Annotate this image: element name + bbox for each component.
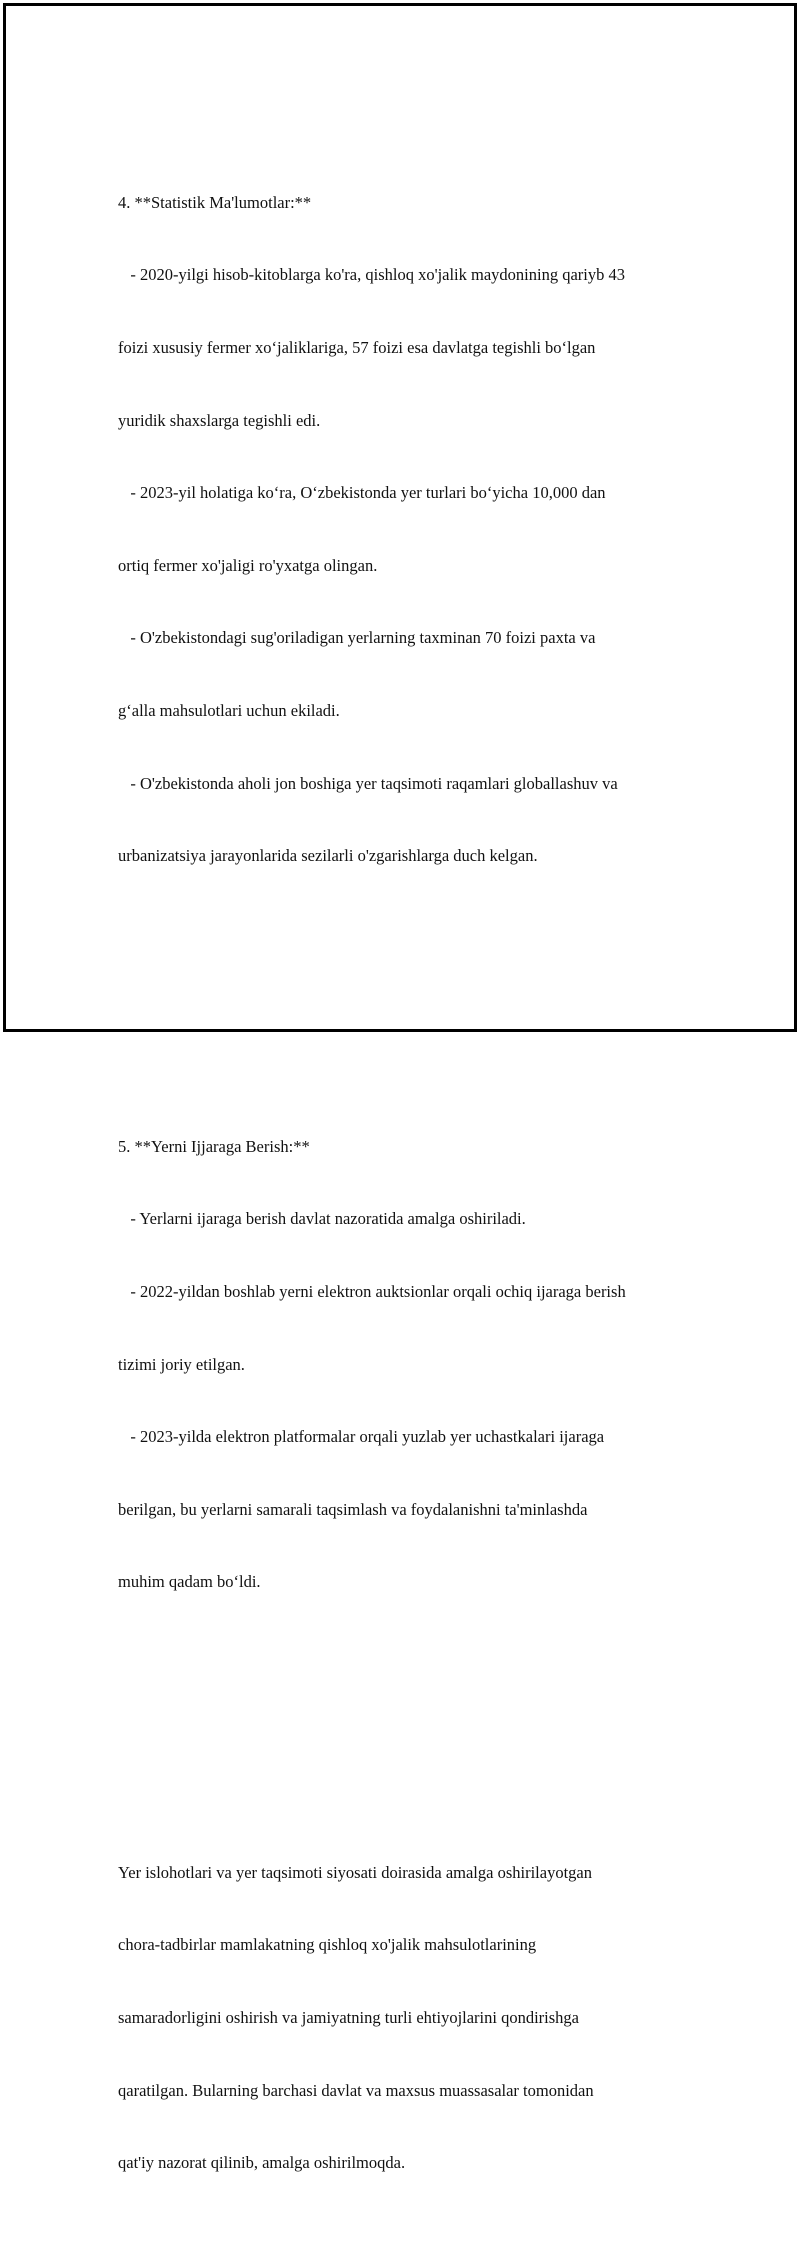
paragraph-line: - O'zbekistondagi sug'oriladigan yerlarning taxminan 70 foizi paxta va bbox=[118, 628, 596, 648]
section-statistics bbox=[118, 142, 718, 917]
paragraph-spacer bbox=[118, 990, 718, 1014]
paragraph-line: samaradorligini oshirish va jamiyatning turli ehtiyojlarini qondirishga bbox=[118, 2008, 580, 2028]
document-body bbox=[118, 94, 718, 2248]
paragraph-line: - 2022-yildan boshlab yerni elektron auktsionlar orqali ochiq ijaraga berish bbox=[118, 1281, 626, 1301]
section-heading: 5. **Yerni Ijjaraga Berish:** bbox=[118, 1136, 310, 1156]
paragraph-line: foizi xususiy fermer xo‘jaliklariga, 57 foizi esa davlatga tegishli bo‘lgan bbox=[118, 338, 596, 358]
paragraph-line: muhim qadam bo‘ldi. bbox=[118, 1572, 261, 1592]
paragraph-line: ortiq fermer xo'jaligi ro'yxatga olingan. bbox=[118, 555, 378, 575]
paragraph-line: - O'zbekistonda aholi jon boshiga yer taqsimoti raqamlari globallashuv va bbox=[118, 773, 618, 793]
paragraph-line: yuridik shaxslarga tegishli edi. bbox=[118, 410, 321, 430]
paragraph-line: - 2020-yilgi hisob-kitoblarga ko'ra, qishloq xo'jalik maydonining qariyb 43 bbox=[118, 265, 625, 285]
paragraph-line: qaratilgan. Bularning barchasi davlat va maxsus muassasalar tomonidan bbox=[118, 2080, 594, 2100]
conclusion-paragraph bbox=[118, 1812, 718, 2223]
paragraph-line: tizimi joriy etilgan. bbox=[118, 1354, 245, 1374]
paragraph-line: chora-tadbirlar mamlakatning qishloq xo'jalik mahsulotlarining bbox=[118, 1935, 537, 1955]
section-heading: 4. **Statistik Ma'lumotlar:** bbox=[118, 192, 312, 212]
section-land-lease bbox=[118, 1086, 718, 1643]
paragraph-spacer bbox=[118, 1716, 718, 1740]
paragraph-line: - Yerlarni ijaraga berish davlat nazoratida amalga oshiriladi. bbox=[118, 1209, 526, 1229]
paragraph-line: berilgan, bu yerlarni samarali taqsimlash va foydalanishni ta'minlashda bbox=[118, 1499, 588, 1519]
paragraph-line: qat'iy nazorat qilinib, amalga oshirilmoqda. bbox=[118, 2153, 406, 2173]
paragraph-line: g‘alla mahsulotlari uchun ekiladi. bbox=[118, 701, 340, 721]
paragraph-line: Yer islohotlari va yer taqsimoti siyosati doirasida amalga oshirilayotgan bbox=[118, 1862, 592, 1882]
paragraph-line: urbanizatsiya jarayonlarida sezilarli o'zgarishlarga duch kelgan. bbox=[118, 846, 538, 866]
paragraph-line: - 2023-yilda elektron platformalar orqali yuzlab yer uchastkalari ijaraga bbox=[118, 1427, 605, 1447]
paragraph-line: - 2023-yil holatiga ko‘ra, O‘zbekistonda yer turlari bo‘yicha 10,000 dan bbox=[118, 483, 606, 503]
